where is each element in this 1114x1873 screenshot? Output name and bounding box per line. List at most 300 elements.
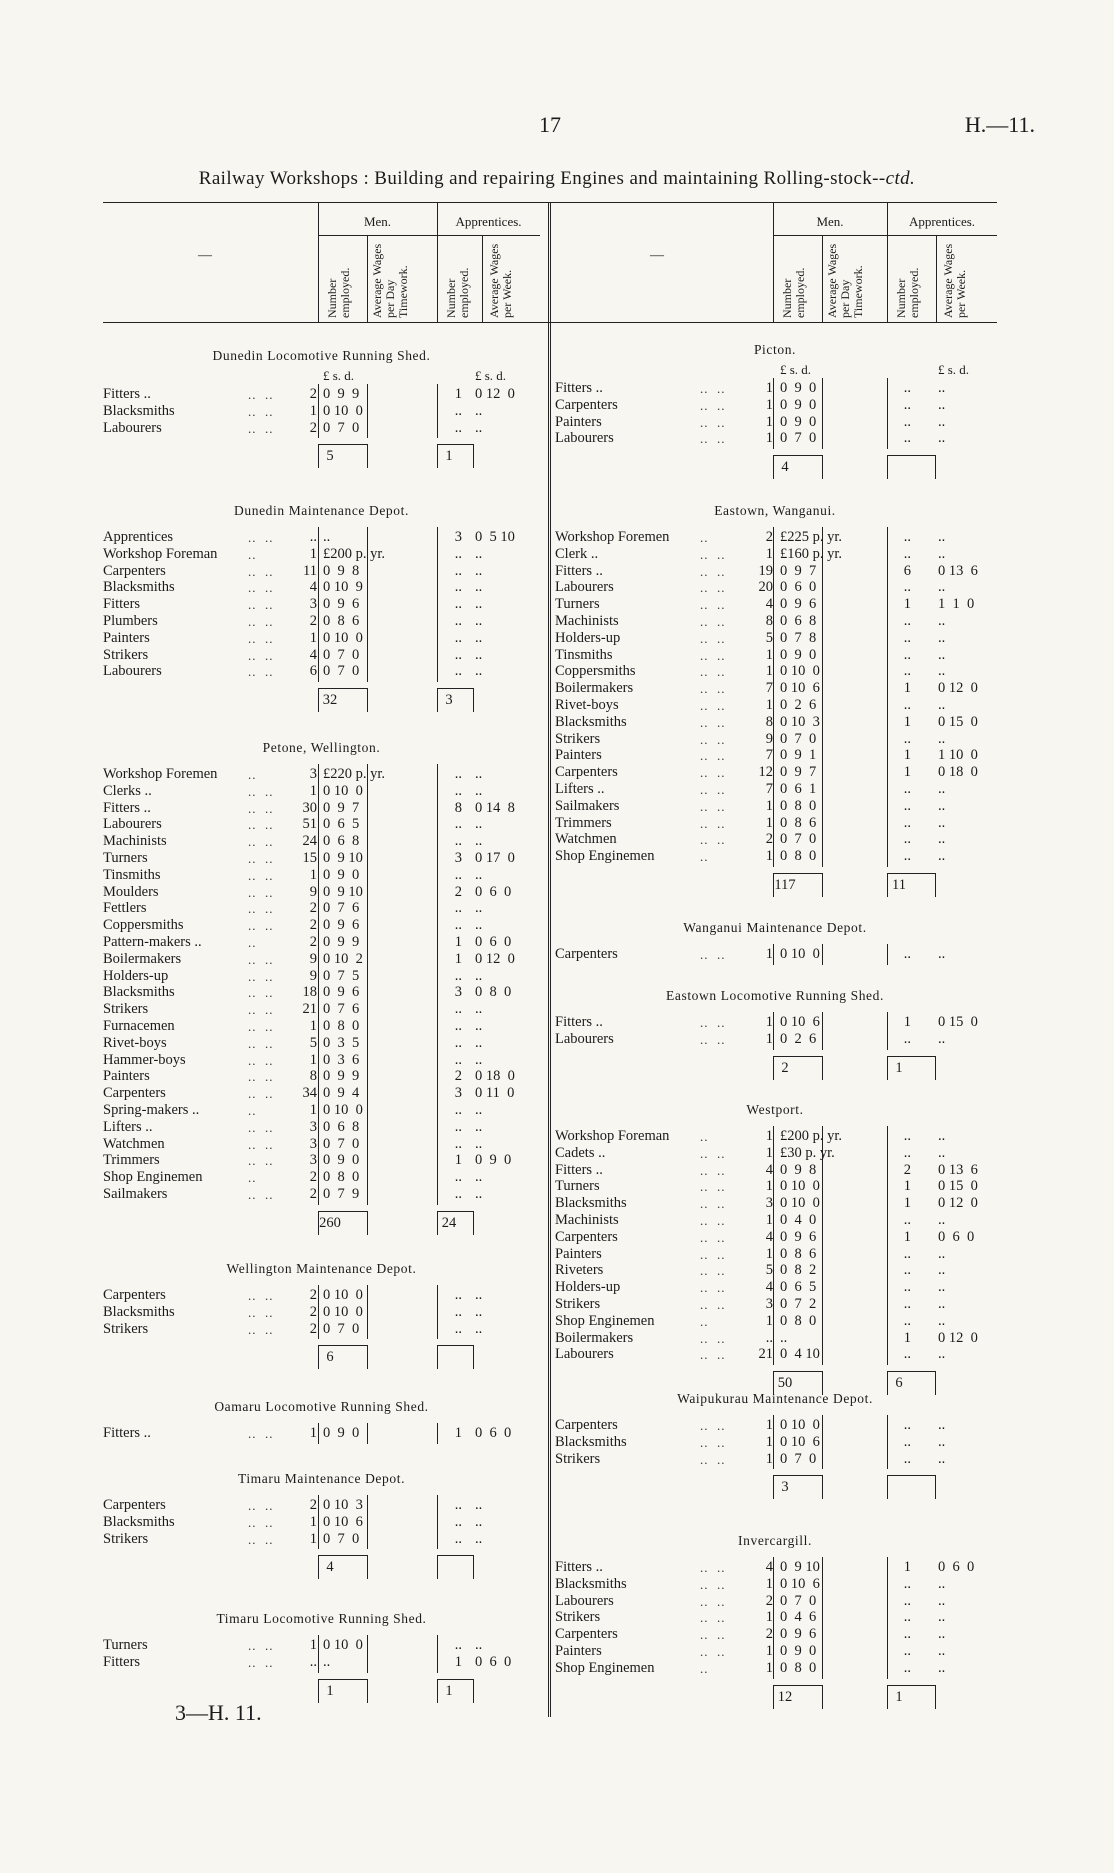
app-wage: ..	[938, 545, 946, 562]
table-row	[103, 900, 540, 917]
men-wage: 0 9 0	[780, 646, 817, 663]
men-count: 1	[309, 1513, 317, 1530]
leader-dots: .. ..	[248, 1002, 274, 1018]
men-count: 4	[765, 1161, 773, 1178]
leader-dots: .. ..	[248, 968, 274, 984]
men-count: 1	[309, 782, 317, 799]
app-count: ..	[454, 816, 462, 833]
men-wage: 0 8 0	[780, 1659, 817, 1676]
leader-dots: .. ..	[700, 1196, 726, 1212]
app-count: ..	[903, 1030, 911, 1047]
table-row	[103, 386, 540, 403]
table-row	[555, 596, 995, 613]
men-count: 5	[765, 1262, 773, 1279]
leader-dots: .. ..	[700, 431, 726, 447]
table-row	[103, 1637, 540, 1654]
total-box-app	[473, 1679, 474, 1703]
men-wage: 0 8 6	[323, 613, 360, 629]
men-wage: 0 9 10	[323, 883, 363, 900]
app-wage: ..	[475, 766, 483, 782]
row-label: Sailmakers	[103, 1186, 168, 1202]
men-count: 1	[309, 866, 317, 883]
row-label: Turners	[103, 1637, 148, 1653]
men-count: 6	[309, 663, 317, 680]
app-wage: ..	[938, 396, 946, 413]
app-count: ..	[903, 629, 911, 646]
total-rule-men	[318, 1345, 367, 1346]
total-box-app	[935, 1685, 936, 1709]
app-count: ..	[903, 1575, 911, 1592]
app-count: 1	[454, 1152, 462, 1169]
row-label: Holders-up	[555, 1279, 621, 1296]
table-row	[555, 613, 995, 630]
row-label: Painters	[103, 629, 150, 646]
app-wage: ..	[475, 629, 483, 646]
app-count: ..	[454, 629, 462, 646]
row-label: Fitters	[103, 596, 141, 613]
men-count-rule	[318, 1423, 319, 1444]
leader-dots: ..	[248, 767, 257, 782]
total-rule-app	[887, 1056, 935, 1057]
men-wage: 0 9 6	[323, 984, 360, 1001]
row-label: Painters	[555, 1643, 602, 1659]
app-wage: ..	[938, 946, 946, 962]
app-count: ..	[454, 562, 462, 579]
row-label: Cadets ..	[555, 1144, 606, 1161]
app-count: ..	[454, 1186, 462, 1202]
leader-dots: ..	[248, 935, 257, 950]
men-wage: ..	[323, 1653, 331, 1670]
app-count: ..	[903, 1433, 911, 1450]
row-label: Carpenters	[555, 396, 618, 413]
app-wage: 0 6 0	[475, 1425, 512, 1441]
men-wage: 0 10 0	[323, 1287, 363, 1303]
row-label: Labourers	[555, 430, 614, 447]
leader-dots: .. ..	[248, 403, 274, 419]
total-box-men	[822, 1056, 823, 1080]
men-count: 1	[765, 396, 773, 413]
app-wage: ..	[475, 866, 483, 883]
app-wage: 0 17 0	[475, 850, 515, 866]
table-row	[555, 1178, 995, 1195]
app-wage: 0 6 0	[938, 1228, 975, 1245]
row-label: Carpenters	[555, 1626, 618, 1643]
men-wage: 0 7 8	[780, 629, 817, 646]
app-count: ..	[903, 646, 911, 663]
leader-dots: .. ..	[700, 1576, 726, 1592]
men-count: 1	[765, 1643, 773, 1659]
row-label: Coppersmiths	[103, 917, 184, 934]
leader-dots: .. ..	[248, 783, 274, 799]
men-wage-units: £ s. d.	[780, 362, 812, 377]
table-row	[555, 1262, 995, 1279]
app-count: ..	[903, 697, 911, 713]
row-label: Strikers	[103, 1530, 149, 1547]
table-row	[103, 1001, 540, 1018]
total-rule-app	[437, 1345, 473, 1346]
group-apprentices-label: Apprentices.	[908, 214, 976, 229]
total-box-men	[367, 1345, 368, 1369]
men-wage: 0 10 0	[323, 402, 363, 419]
row-label: Labourers	[555, 1346, 614, 1363]
men-average-wages-header: Average Wages per Day Timework.	[825, 243, 865, 318]
app-count: ..	[903, 781, 911, 797]
leader-dots: .. ..	[248, 630, 274, 646]
men-wage: 0 9 4	[323, 1085, 360, 1102]
app-count: ..	[903, 1659, 911, 1676]
men-count: 7	[765, 680, 773, 697]
men-count: 1	[765, 1212, 773, 1228]
app-wage: 0 14 8	[475, 799, 515, 816]
app-wage: ..	[475, 967, 483, 984]
leader-dots: .. ..	[700, 397, 726, 413]
row-label: Workshop Foremen	[103, 766, 218, 782]
men-total: 1	[326, 1682, 334, 1699]
men-wage: 0 10 6	[780, 1014, 820, 1030]
total-rule-men	[318, 1211, 367, 1212]
men-count: 4	[309, 646, 317, 663]
leader-dots: .. ..	[700, 947, 726, 962]
table-row	[555, 430, 995, 447]
men-count: 12	[758, 764, 773, 781]
men-wage: 0 9 1	[780, 747, 817, 764]
leader-dots: .. ..	[248, 1498, 274, 1513]
men-count: 1	[765, 1433, 773, 1450]
section-title: Timaru Maintenance Depot.	[237, 1471, 406, 1486]
table-row	[555, 1576, 995, 1593]
men-average-wages-header: Average Wages per Day Timework.	[370, 243, 410, 318]
men-wage: 0 9 0	[780, 396, 817, 413]
men-count-rule	[318, 1635, 319, 1673]
total-box-men	[822, 455, 823, 479]
men-total: 3	[781, 1479, 789, 1496]
table-row	[555, 663, 995, 680]
app-wage: 0 11 0	[475, 1085, 515, 1102]
title-main: Railway Workshops : Building and repairing Engines and maintaining Rolling-stock--	[198, 168, 886, 189]
table-row	[555, 1145, 995, 1162]
men-wage: £225 p. yr.	[780, 529, 843, 545]
men-total: 4	[781, 459, 789, 476]
men-wage: 0 8 6	[780, 814, 817, 831]
men-wage: 0 7 0	[323, 1320, 360, 1337]
men-count: 4	[765, 1228, 773, 1245]
total-rule-app	[887, 873, 935, 874]
men-count: 1	[765, 380, 773, 396]
app-wage: ..	[938, 1450, 946, 1467]
table-row	[555, 1313, 995, 1330]
men-wage: 0 6 8	[780, 613, 817, 629]
leader-dots: .. ..	[248, 901, 274, 917]
app-wage: ..	[938, 1346, 946, 1363]
men-count: ..	[765, 1329, 773, 1346]
stub-header-dash: —	[198, 248, 212, 263]
total-box-men	[367, 1555, 368, 1579]
row-label: Hammer-boys	[103, 1051, 186, 1068]
men-wage: 0 8 0	[780, 848, 817, 865]
app-wage: ..	[475, 1018, 483, 1034]
header-vline	[367, 235, 368, 322]
leader-dots: .. ..	[700, 1593, 726, 1609]
app-number-employed-header: Number employed.	[444, 267, 471, 318]
men-count: 24	[302, 833, 317, 850]
men-count: 3	[309, 596, 317, 613]
app-wage: ..	[475, 1034, 483, 1051]
app-count: ..	[903, 529, 911, 545]
table-row	[103, 563, 540, 580]
men-wage: 0 9 0	[323, 866, 360, 883]
table-row	[555, 731, 995, 748]
men-wage: 0 10 2	[323, 950, 363, 967]
row-label: Carpenters	[103, 1287, 166, 1303]
app-average-wages-header: Average Wages per Week.	[941, 243, 968, 318]
row-label: Pattern-makers ..	[103, 934, 202, 950]
row-label: Machinists	[555, 613, 619, 629]
men-count: 4	[765, 1559, 773, 1575]
row-label: Fitters ..	[103, 799, 151, 816]
app-count: 3	[454, 529, 462, 545]
app-count: ..	[903, 1592, 911, 1609]
app-count-rule	[887, 1557, 888, 1679]
men-total: 117	[774, 877, 796, 893]
row-label: Shop Enginemen	[555, 1312, 655, 1329]
table-row	[103, 579, 540, 596]
app-count-rule	[437, 1635, 438, 1673]
men-wage: 0 9 6	[323, 917, 360, 934]
men-wage: 0 10 6	[323, 1513, 363, 1530]
men-wage: 0 10 6	[780, 1575, 820, 1592]
leader-dots: .. ..	[700, 1263, 726, 1279]
app-wage: ..	[938, 1575, 946, 1592]
app-wage: 0 9 0	[475, 1152, 512, 1169]
men-count: 51	[302, 816, 317, 833]
table-row	[555, 563, 995, 580]
men-wage: 0 4 0	[780, 1212, 817, 1228]
row-label: Strikers	[103, 1001, 149, 1018]
leader-dots: .. ..	[248, 800, 274, 816]
table-row	[555, 946, 995, 963]
leader-dots: .. ..	[248, 918, 274, 934]
app-count: ..	[454, 1118, 462, 1135]
app-wage: ..	[475, 545, 483, 562]
app-count: 1	[903, 1014, 911, 1030]
table-row	[555, 1031, 995, 1048]
leader-dots: .. ..	[700, 1015, 726, 1030]
app-count: ..	[454, 419, 462, 436]
men-count-rule	[318, 527, 319, 682]
section-title: Waipukurau Maintenance Depot.	[677, 1391, 873, 1406]
table-row	[555, 579, 995, 596]
table-row	[103, 800, 540, 817]
row-label: Turners	[555, 1178, 600, 1195]
men-wage: 0 6 5	[780, 1279, 817, 1296]
men-count: 2	[309, 1186, 317, 1202]
row-label: Fitters ..	[103, 1425, 151, 1441]
men-count: 1	[765, 1014, 773, 1030]
leader-dots: .. ..	[700, 647, 726, 663]
app-wage: ..	[938, 663, 946, 680]
men-count: 1	[765, 946, 773, 962]
row-label: Boilermakers	[103, 950, 182, 967]
app-wage: ..	[938, 1626, 946, 1643]
men-count: 1	[765, 1609, 773, 1626]
table-row	[103, 984, 540, 1001]
app-wage: 1 10 0	[938, 747, 978, 764]
men-wage-rule	[367, 1423, 368, 1444]
app-wage: 0 12 0	[938, 1329, 978, 1346]
group-rule	[773, 235, 997, 236]
men-total: 5	[326, 448, 334, 465]
row-label: Fitters	[103, 1653, 141, 1670]
total-box-app	[887, 1475, 888, 1499]
app-wage: ..	[938, 629, 946, 646]
app-wage: ..	[475, 833, 483, 850]
men-count: 3	[309, 1152, 317, 1169]
app-count: ..	[903, 396, 911, 413]
table-row	[103, 783, 540, 800]
leader-dots: .. ..	[700, 546, 726, 562]
section-title: Dunedin Maintenance Depot.	[234, 503, 409, 518]
app-count: ..	[903, 831, 911, 848]
men-wage: 0 9 0	[780, 413, 817, 430]
men-wage: 0 10 0	[780, 663, 820, 680]
table-row	[103, 1531, 540, 1548]
app-count: ..	[903, 1212, 911, 1228]
men-count: 1	[309, 629, 317, 646]
app-total: 1	[895, 1059, 903, 1076]
app-count: ..	[454, 782, 462, 799]
total-box-app	[473, 444, 474, 468]
men-wage: 0 9 6	[780, 596, 817, 613]
table-row	[103, 816, 540, 833]
men-count: 4	[765, 596, 773, 613]
total-box-app	[887, 455, 888, 479]
table-row	[103, 1102, 540, 1119]
men-wage: 0 10 9	[323, 579, 363, 596]
table-row	[103, 917, 540, 934]
men-wage: 0 6 8	[323, 833, 360, 850]
men-wage: 0 9 6	[780, 1626, 817, 1643]
total-box-app	[935, 1475, 936, 1499]
men-wage-rule	[822, 1012, 823, 1050]
app-count: ..	[903, 1626, 911, 1643]
app-wage: ..	[938, 730, 946, 747]
leader-dots: .. ..	[700, 614, 726, 629]
app-count: ..	[454, 1637, 462, 1653]
leader-dots: .. ..	[248, 597, 274, 613]
app-count: ..	[903, 1262, 911, 1279]
men-count: 2	[765, 529, 773, 545]
app-wage: ..	[475, 663, 483, 680]
row-label: Blacksmiths	[555, 1433, 627, 1450]
leader-dots: ..	[700, 530, 709, 545]
men-count-rule	[773, 378, 774, 449]
row-label: Fitters ..	[555, 1559, 603, 1575]
table-row	[555, 815, 995, 832]
app-wage: 0 12 0	[475, 950, 515, 967]
men-count: 3	[309, 766, 317, 782]
app-wage: ..	[475, 1001, 483, 1018]
app-count: ..	[454, 917, 462, 934]
app-count: ..	[903, 797, 911, 814]
total-rule-app	[887, 1371, 935, 1372]
row-label: Blacksmiths	[103, 1303, 175, 1320]
app-total: 24	[441, 1214, 457, 1231]
app-wage: 0 12 0	[938, 680, 978, 697]
app-average-wages-header: Average Wages per Week.	[487, 243, 514, 318]
app-count: ..	[903, 663, 911, 680]
app-wage: ..	[938, 529, 946, 545]
app-count: ..	[454, 1051, 462, 1068]
men-wage: 0 10 0	[323, 782, 363, 799]
men-count: 1	[765, 663, 773, 680]
men-number-employed-header: Number employed.	[325, 267, 352, 318]
leader-dots: .. ..	[700, 782, 726, 797]
leader-dots: .. ..	[248, 1304, 274, 1320]
men-wage: 0 9 6	[323, 596, 360, 613]
men-count: 2	[765, 831, 773, 848]
men-wage: 0 10 0	[323, 1303, 363, 1320]
leader-dots: .. ..	[248, 1426, 274, 1441]
row-label: Apprentices	[103, 529, 174, 545]
leader-dots: .. ..	[700, 563, 726, 579]
total-rule-men	[318, 1679, 367, 1680]
app-count-rule	[437, 1495, 438, 1549]
app-count: 1	[903, 1228, 911, 1245]
men-wage: 0 10 6	[780, 680, 820, 697]
app-count: ..	[454, 1135, 462, 1152]
men-count: 1	[765, 413, 773, 430]
men-count: 1	[765, 1659, 773, 1676]
app-count: ..	[903, 430, 911, 447]
leader-dots: .. ..	[700, 1229, 726, 1245]
men-wage: 0 10 0	[780, 1195, 820, 1212]
row-label: Labourers	[555, 579, 614, 596]
men-wage: 0 3 5	[323, 1034, 360, 1051]
table-row	[103, 1136, 540, 1153]
men-count-rule	[773, 1012, 774, 1050]
leader-dots: .. ..	[248, 1321, 274, 1337]
table-row	[103, 546, 540, 563]
row-label: Watchmen	[103, 1135, 165, 1152]
app-wage: ..	[938, 697, 946, 713]
app-count: ..	[903, 1312, 911, 1329]
men-wage: 0 7 0	[323, 419, 360, 436]
table-row	[103, 1186, 540, 1203]
app-count: ..	[903, 1643, 911, 1659]
leader-dots: .. ..	[700, 1145, 726, 1161]
men-wage: 0 9 9	[323, 1068, 360, 1085]
men-wage: 0 2 6	[780, 697, 817, 713]
men-count-rule	[773, 944, 774, 965]
app-count: ..	[454, 646, 462, 663]
men-number-employed-header: Number employed.	[780, 267, 807, 318]
row-label: Spring-makers ..	[103, 1102, 200, 1118]
men-count-rule	[318, 384, 319, 438]
table-row	[103, 1425, 540, 1442]
row-label: Fitters ..	[555, 1014, 603, 1030]
row-label: Carpenters	[103, 1085, 166, 1102]
app-wage: ..	[938, 646, 946, 663]
row-label: Labourers	[555, 1030, 614, 1047]
app-wage: 0 15 0	[938, 1178, 978, 1195]
men-count: 8	[309, 1068, 317, 1085]
app-wage: 0 12 0	[938, 1195, 978, 1212]
men-count: 3	[309, 1118, 317, 1135]
table-row	[555, 1195, 995, 1212]
leader-dots: ..	[700, 1129, 709, 1144]
app-count-rule	[437, 527, 438, 682]
men-count: 2	[309, 900, 317, 917]
